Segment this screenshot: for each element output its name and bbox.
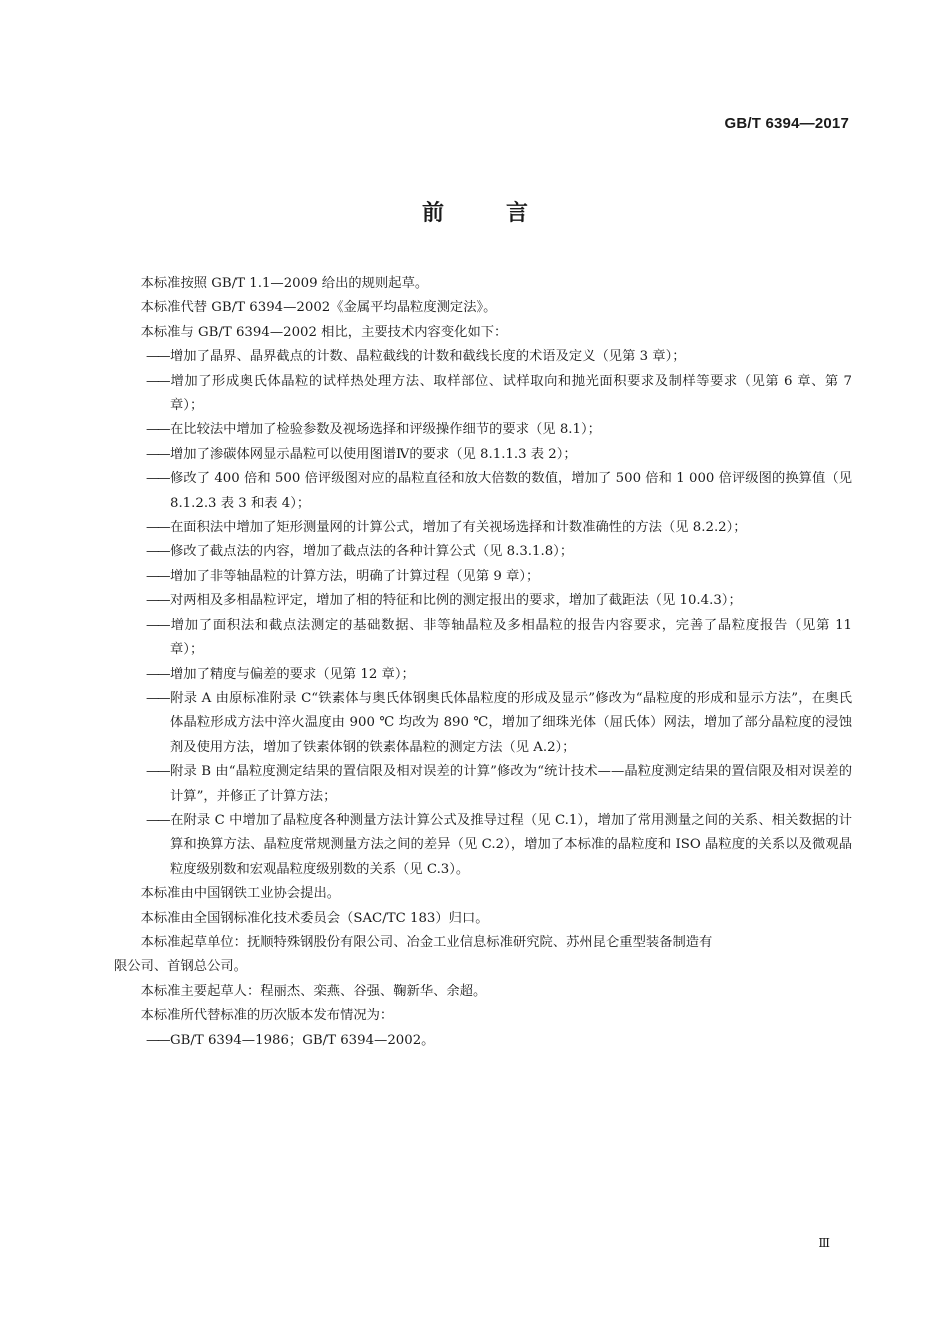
paragraph-history-intro: 本标准所代替标准的历次版本发布情况为：: [140, 1008, 394, 1024]
change-text: 修改了 400 倍和 500 倍评级图对应的晶粒直径和放大倍数的数值，增加了 500 倍和 1 000 倍评级图的换算值（见 8.1.2.3 表 3 和表 4）；: [170, 471, 852, 511]
change-item: [114, 809, 852, 882]
change-text: 修改了截点法的内容，增加了截点法的各种计算公式（见 8.3.1.8）；: [170, 544, 574, 560]
paragraph-centralized-by: 本标准由全国钢标准化技术委员会（SAC/TC 183）归口。: [140, 910, 489, 926]
dash-marker: ——: [146, 690, 169, 706]
change-item: [114, 467, 852, 516]
change-item: [114, 516, 852, 540]
change-text: 在附录 C 中增加了晶粒度各种测量方法计算公式及推导过程（见 C.1），增加了常用测量之间的关系、相关数据的计算和换算方法、晶粒度常规测量方法之间的差异（见 C.2），增加了本标准的晶粒度和 ISO 晶粒度的关系以及微观晶粒度级别数和宏观晶粒度级别数的关系（见 C.3）。: [170, 812, 852, 877]
change-text: 附录 B 由“晶粒度测定结果的置信限及相对误差的计算”修改为“统计技术——晶粒度测定结果的置信限及相对误差的计算”，并修正了计算方法；: [170, 764, 852, 804]
dash-marker: ——: [146, 568, 169, 584]
paragraph-replaces: 本标准代替 GB/T 6394—2002《金属平均晶粒度测定法》。: [140, 300, 497, 316]
dash-marker: ——: [146, 617, 169, 633]
change-text: 附录 A 由原标准附录 C“铁素体与奥氏体钢奥氏体晶粒度的形成及显示”修改为“晶粒度的形成和显示方法”，在奥氏体晶粒形成方法中淬火温度由 900 ℃ 均改为 890 ℃，增加了细珠光体（屈氏体）网法，增加了部分晶粒度的浸蚀剂及使用方法，增加了铁素体钢的铁素体晶粒的测定方法（见 A.2）；: [170, 690, 853, 755]
standard-code: GB/T 6394—2017: [724, 115, 849, 132]
change-text: 增加了面积法和截点法测定的基础数据、非等轴晶粒及多相晶粒的报告内容要求，完善了晶粒度报告（见第 11 章）；: [170, 617, 852, 658]
dash-marker: ——: [146, 1032, 169, 1048]
dash-marker: ——: [146, 593, 169, 609]
change-text: 增加了非等轴晶粒的计算方法，明确了计算过程（见第 9 章）；: [170, 568, 540, 584]
page-title: 前言: [421, 201, 590, 226]
dash-marker: ——: [146, 764, 169, 780]
change-item: [114, 614, 852, 663]
paragraph-drafting-rules: 本标准按照 GB/T 1.1—2009 给出的规则起草。: [140, 276, 429, 291]
change-item: [114, 443, 852, 467]
change-text: 对两相及多相晶粒评定，增加了相的特征和比例的测定报出的要求，增加了截距法（见 10.4.3）；: [170, 593, 742, 609]
dash-marker: ——: [146, 544, 169, 560]
paragraph-drafting-units-continued: 限公司、首钢总公司。: [114, 959, 247, 975]
dash-marker: ——: [146, 471, 169, 487]
change-item: [114, 663, 852, 687]
change-text: 在比较法中增加了检验参数及视场选择和评级操作细节的要求（见 8.1）；: [170, 422, 601, 438]
paragraph-drafters: 本标准主要起草人：程丽杰、栾燕、谷强、鞠新华、余超。: [140, 983, 487, 999]
change-item: [114, 687, 852, 760]
dash-marker: ——: [146, 422, 169, 438]
change-item: [114, 589, 852, 613]
dash-marker: ——: [146, 446, 169, 462]
history-item: [114, 1029, 852, 1053]
dash-marker: ——: [146, 349, 169, 365]
foreword-body: [114, 272, 852, 1053]
page-number: Ⅲ: [818, 1236, 830, 1250]
change-item: [114, 565, 852, 589]
paragraph-proposed-by: 本标准由中国钢铁工业协会提出。: [140, 886, 341, 902]
change-item: [114, 418, 852, 442]
change-text: 增加了渗碳体网显示晶粒可以使用图谱Ⅳ的要求（见 8.1.1.3 表 2）；: [170, 446, 577, 462]
dash-marker: ——: [146, 373, 169, 389]
dash-marker: ——: [146, 812, 169, 828]
change-text: 增加了形成奥氏体晶粒的试样热处理方法、取样部位、试样取向和抛光面积要求及制样等要求（见第 6 章、第 7 章）；: [170, 373, 852, 414]
dash-marker: ——: [146, 666, 169, 682]
change-item: [114, 370, 852, 419]
change-text: 增加了精度与偏差的要求（见第 12 章）；: [170, 666, 415, 682]
change-item: [114, 760, 852, 809]
change-text: 增加了晶界、晶界截点的计数、晶粒截线的计数和截线长度的术语及定义（见第 3 章）；: [170, 349, 686, 365]
dash-marker: ——: [146, 520, 169, 536]
change-item: [114, 345, 852, 369]
history-text: GB/T 6394—1986；GB/T 6394—2002。: [170, 1032, 435, 1048]
paragraph-drafting-units: 本标准起草单位：抚顺特殊钢股份有限公司、冶金工业信息标准研究院、苏州昆仑重型装备制造有: [140, 934, 713, 950]
change-item: [114, 540, 852, 564]
paragraph-changes-intro: 本标准与 GB/T 6394—2002 相比，主要技术内容变化如下：: [140, 324, 508, 340]
change-text: 在面积法中增加了矩形测量网的计算公式，增加了有关视场选择和计数准确性的方法（见 8.2.2）；: [170, 520, 747, 536]
